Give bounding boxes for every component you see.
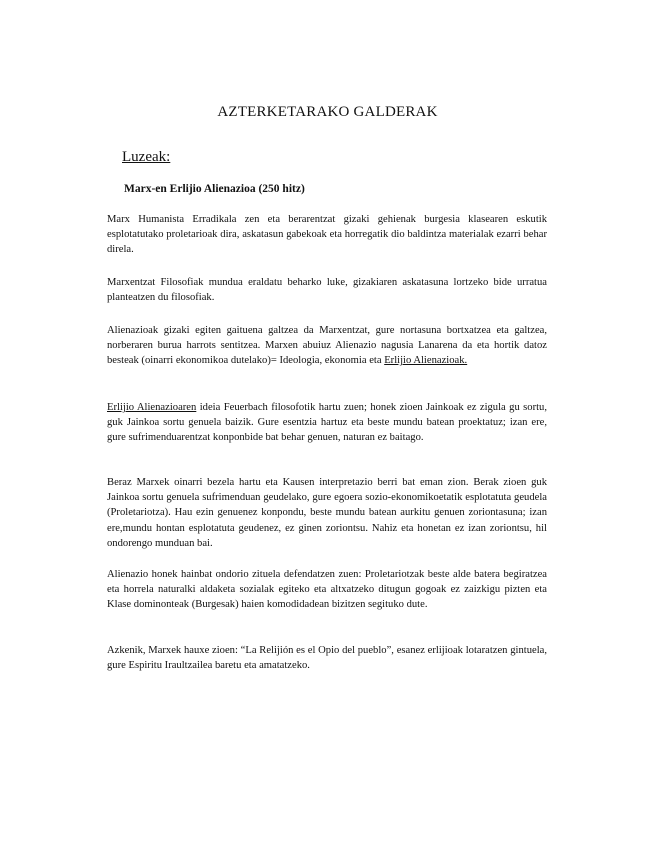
paragraph-5: Beraz Marxek oinarri bezela hartu eta Kausen interpretazio berri bat eman zion. Berak zioen guk Jainkoa sortu genuela sufrimenduan geudelako, gure egoera sozio-ekonomikoetatik esplotatuta geudela (Proletariotza). Hau ezin genuenez konpondu, beste mundu batean aurkitu genuen zoriontasuna; izan ere,mundu hontan esplotatuta geudenez, ez ginen zoriontsu. Nahiz eta honetan ez izan zoriontsu, hil ondorengo munduan bai. — [107, 477, 547, 549]
paragraph-2: Marxentzat Filosofiak mundua eraldatu beharko luke, gizakiaren askatasuna lortzeko bide urratua planteatzen du filosofiak. — [107, 277, 547, 304]
paragraph-4-underlined-term: Erlijio Alienazioaren — [107, 402, 197, 413]
paragraph-3 — [107, 323, 547, 369]
paragraph-3-text: Alienazioak gizaki egiten gaituena galtzea da Marxentzat, gure nortasuna bortxatzea eta galtzea, norberaren burua harrots sentitzea. Marxen abuiuz Alienazio nagusia Lanarena da eta hortik datoz besteak (oinarri ekonomikoa dutelako)= Ideologia, ekonomia eta — [107, 325, 547, 367]
paragraph-7: Azkenik, Marxek hauxe zioen: “La Relijión es el Opio del pueblo”, esanez erlijioak lotaratzen gintuela, gure Espiritu Iraultzailea baretu eta amatatzeko. — [107, 645, 547, 672]
paragraph-1: Marx Humanista Erradikala zen eta berarentzat gizaki gehienak burgesia klasearen eskutik esplotatutako proletarioak dira, askatasun gabekoak eta horregatik dio baldintza materialak ezarri behar direla. — [107, 214, 547, 256]
question-heading: Marx-en Erlijio Alienazioa (250 hitz) — [124, 183, 305, 195]
paragraph-4-text: ideia Feuerbach filosofotik hartu zuen; honek zioen Jainkoak ez zigula gu sortu, guk Jainkoa sortu genuela baizik. Gure esentzia hartuz eta beste mundu batean proektatuz; izan ere, gure sufrimenduarentzat konponbide bat behar genuen, naturan ez baitago. — [107, 402, 547, 444]
paragraph-4 — [107, 400, 547, 446]
paragraph-3-underlined-term: Erlijio Alienazioak. — [384, 355, 468, 367]
section-heading: Luzeak: — [122, 149, 171, 165]
document-title: AZTERKETARAKO GALDERAK — [217, 104, 438, 120]
paragraph-6: Alienazio honek hainbat ondorio zituela defendatzen zuen: Proletariotzak beste alde batera begiratzea eta horrela naturalki aldaketa sozialak egiteko eta altxatzeko ditugun gogoak ez zaizkigu pizten eta Klase dominonteak (Burgesak) haien komodidadean bizitzen segituko dute. — [107, 569, 547, 611]
